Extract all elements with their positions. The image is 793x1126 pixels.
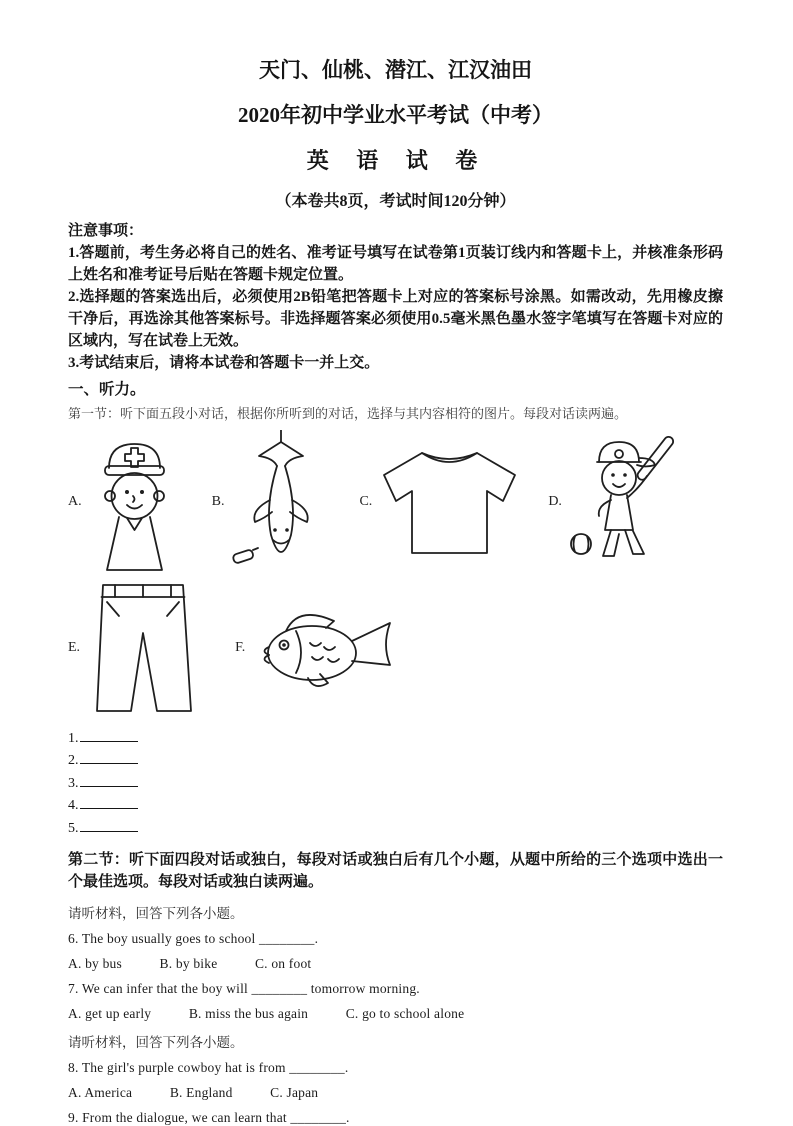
blank-number: 1.: [68, 730, 79, 746]
picture-option-f: [235, 601, 400, 695]
picture-label-f: F.: [235, 639, 246, 655]
material-prompt-2: 请听材料，回答下列各小题。: [68, 1035, 244, 1051]
question-7-options: [68, 1006, 723, 1022]
blank-number: 5.: [68, 820, 79, 836]
picture-label-b: B.: [211, 494, 225, 510]
picture-label-a: A.: [68, 494, 82, 510]
blank-line: [80, 819, 138, 832]
part2-instructions: 第二节：听下面四段对话或独白，每段对话或独白后有几个小题，从题中所给的三个选项中选出一个最佳选项。每段对话或独白读两遍。: [68, 852, 723, 891]
blank-line: [80, 774, 138, 787]
question-8: 8. The girl's purple cowboy hat is from ________.: [68, 1060, 349, 1076]
option-7-b: B. miss the bus again: [188, 1006, 309, 1022]
notice-section: [68, 220, 723, 374]
section-heading: 一、听力。: [68, 381, 146, 399]
part1-instructions: 第一节：听下面五段小对话，根据你所听到的对话，选择与其内容相符的图片。每段对话读两遍。: [68, 406, 628, 422]
picture-option-b: [212, 430, 330, 575]
answer-blanks: [68, 729, 723, 842]
picture-options-row-1: [68, 430, 723, 575]
paper-info: （本卷共8页，考试时间120分钟）: [275, 193, 516, 210]
doctor-figure-icon: [87, 430, 182, 575]
answer-blank-2: [68, 751, 723, 774]
answer-blank-5: [68, 819, 723, 842]
option-8-b: B. England: [169, 1085, 233, 1101]
fish-icon: [250, 601, 400, 695]
question-9: 9. From the dialogue, we can learn that ________.: [68, 1110, 350, 1126]
question-8-options: [68, 1085, 723, 1101]
blank-number: 3.: [68, 775, 79, 791]
picture-label-d: D.: [548, 494, 562, 510]
notice-item-2: 2.选择题的答案选出后，必须使用2B铅笔把答题卡上对应的答案标号涂黑。如需改动，先用橡皮擦干净后，再选涂其他答案标号。非选择题答案必须使用0.5毫米黑色墨水签字笔填写在答题卡对应的区域内，写在试卷上无效。: [68, 289, 723, 350]
blank-number: 4.: [68, 798, 79, 814]
baseball-boy-icon: [567, 432, 679, 572]
blank-line: [80, 796, 138, 809]
option-6-c: C. on foot: [254, 956, 312, 972]
option-8-c: C. Japan: [270, 1085, 319, 1101]
trousers-icon: [85, 579, 205, 717]
option-8-a: A. America: [68, 1085, 133, 1101]
picture-options-row-2: [68, 579, 723, 717]
material-prompt-1: 请听材料，回答下列各小题。: [68, 906, 244, 922]
question-7: 7. We can infer that the boy will ________ tomorrow morning.: [68, 981, 420, 997]
option-7-a: A. get up early: [68, 1006, 152, 1022]
question-6: 6. The boy usually goes to school ________.: [68, 931, 319, 947]
blank-line: [80, 751, 138, 764]
notice-title: 注意事项：: [68, 223, 144, 239]
picture-option-c: [359, 445, 522, 560]
question-6-options: [68, 956, 723, 972]
picture-option-a: [68, 430, 182, 575]
hanging-shark-icon: [229, 430, 329, 575]
notice-item-1: 1.答题前，考生务必将自己的姓名、准考证号填写在试卷第1页装订线内和答题卡上，并核准条形码上姓名和准考证号后贴在答题卡规定位置。: [68, 245, 723, 284]
notice-item-3: 3.考试结束后，请将本试卷和答题卡一并上交。: [68, 355, 380, 372]
exam-title: 2020年初中学业水平考试（中考）: [238, 103, 553, 127]
t-shirt-icon: [377, 445, 522, 560]
region-title: 天门、仙桃、潜江、江汉油田: [259, 58, 532, 82]
answer-blank-3: [68, 774, 723, 797]
answer-blank-4: [68, 796, 723, 819]
blank-line: [80, 729, 138, 742]
option-7-c: C. go to school alone: [345, 1006, 465, 1022]
option-6-b: B. by bike: [159, 956, 218, 972]
answer-blank-1: [68, 729, 723, 752]
picture-label-e: E.: [68, 639, 81, 655]
picture-label-c: C.: [359, 494, 373, 510]
picture-option-e: [68, 579, 205, 717]
picture-option-d: [548, 432, 679, 572]
option-6-a: A. by bus: [68, 956, 122, 972]
blank-number: 2.: [68, 753, 79, 769]
subject-title: 英 语 试 卷: [306, 148, 485, 173]
